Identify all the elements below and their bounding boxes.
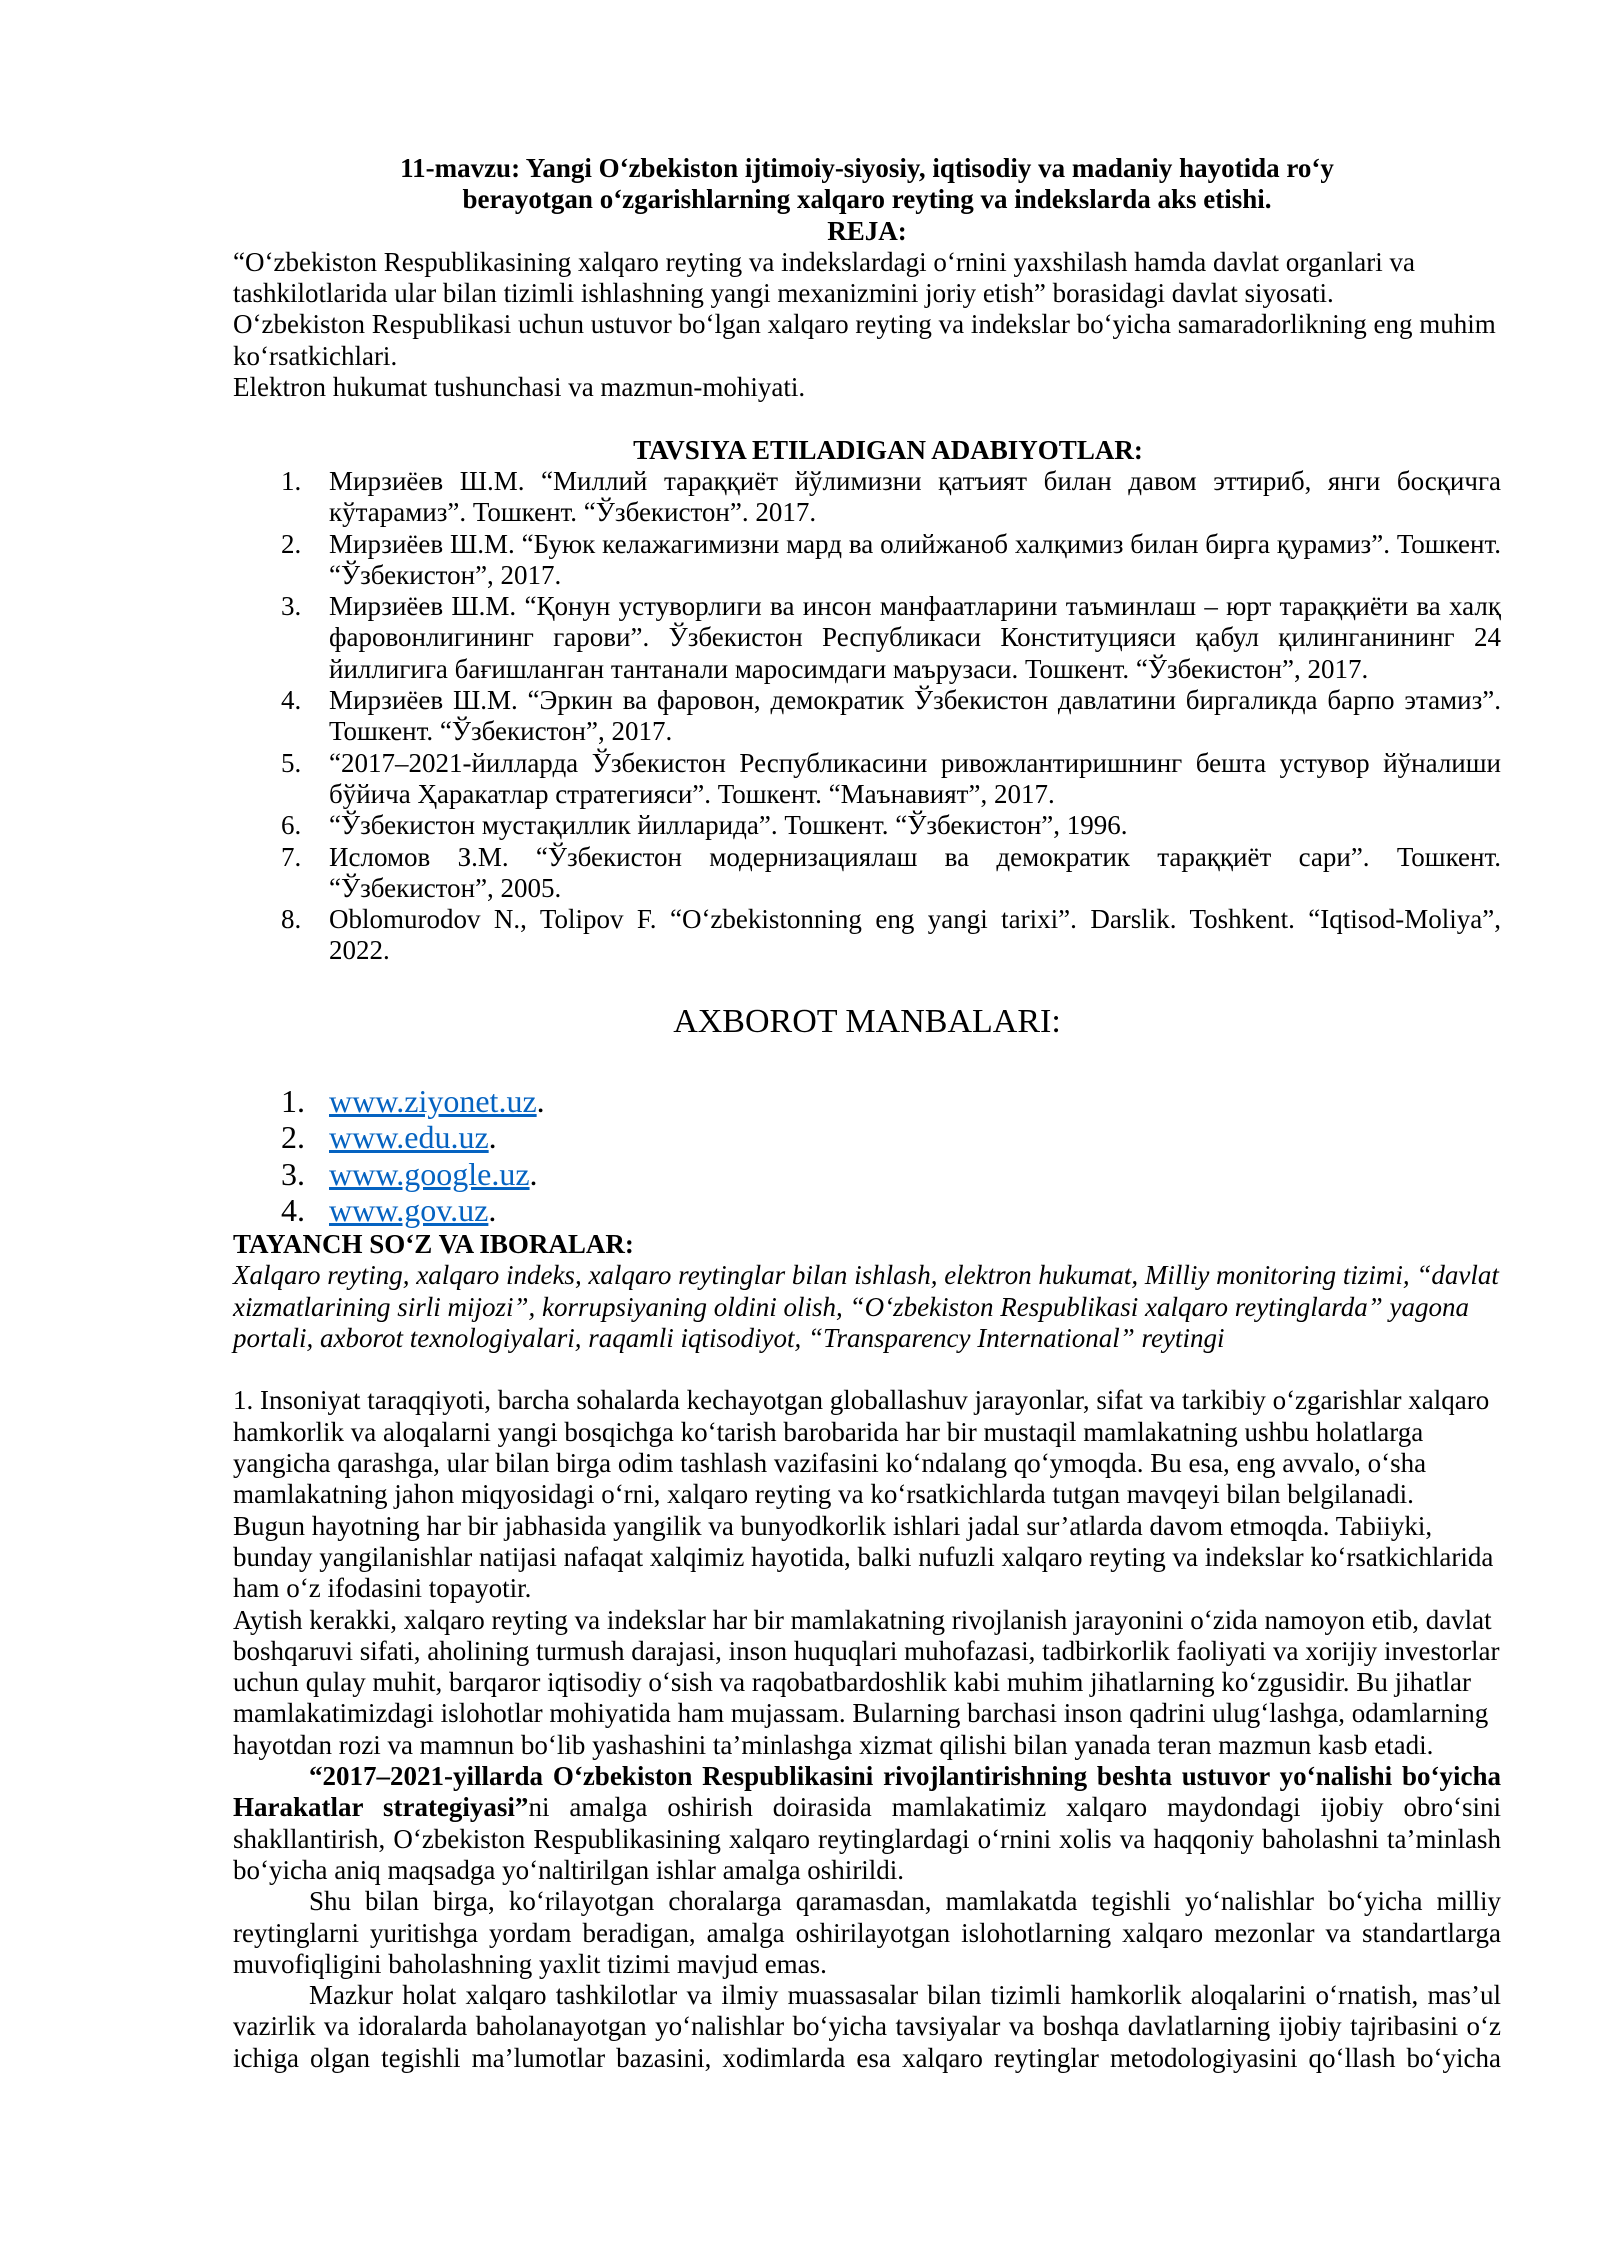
document-body-section: [233, 1229, 1501, 2074]
plan-item: O‘zbekiston Respublikasi uchun ustuvor bo‘lgan xalqaro reyting va indekslar bo‘yicha samaradorlikning eng muhim ko‘rsatkichlari.: [233, 309, 1496, 371]
source-item-suffix: .: [536, 1083, 545, 1119]
keywords-text: Xalqaro reyting, xalqaro indeks, xalqaro reytinglar bilan ishlash, elektron hukumat, Milliy monitoring tizimi, “davlat xizmatlarining sirli mijozi”, korrupsiyaning oldini olish, “O‘zbekiston Respublikasi xalqaro reytinglarda” yagona portali, axborot texnologiyalari, raqamli iqtisodiyot, “Transparency International” reytingi: [233, 1260, 1499, 1353]
literature-item-number: 2.: [281, 528, 302, 559]
source-item: [233, 1083, 1501, 1119]
literature-item-text: Oblomurodov N., Tolipov F. “O‘zbekistonning eng yangi tarixi”. Darslik. Toshkent. “Iqtisod-Moliya”, 2022.: [329, 904, 1501, 966]
source-item-suffix: .: [529, 1155, 538, 1192]
sources-heading: AXBOROT MANBALARI:: [673, 1003, 1061, 1040]
literature-item-number: 3.: [281, 591, 302, 622]
strategy-title: “2017–2021-yillarda O‘zbekiston Respublikasini rivojlantirishning beshta ustuvor yo‘nalishi bo‘yicha Harakatlar strategiyasi”: [233, 1761, 1501, 1823]
literature-item-number: 6.: [281, 810, 302, 841]
blank-line: [233, 1354, 1501, 1385]
literature-item-text: Мирзиёев Ш.М. “Буюк келажагимизни мард ва олийжаноб халқимиз билан бирга қурамиз”. Тошкент. “Ўзбекистон”, 2017.: [329, 528, 1501, 590]
body-paragraph: Mazkur holat xalqaro tashkilotlar va ilmiy muassasalar bilan tizimli hamkorlik aloqalarini o‘rnatish, mas’ul vazirlik va idoralarda baholanayotgan yo‘nalishlar bo‘yicha tavsiyalar va boshqa davlatlarning ijobiy tajribasini o‘z ichiga olgan tegishli ma’lumotlar bazasini, xodimlarda esa xalqaro reytinglar metodologiyasini qo‘llash bo‘yicha: [233, 1980, 1501, 2073]
source-item-suffix: .: [488, 1192, 497, 1229]
literature-item-text: Мирзиёев Ш.М. “Миллий тараққиёт йўлимизни қатъият билан давом эттириб, янги босқичга кўтарамиз”. Тошкент. “Ўзбекистон”. 2017.: [329, 465, 1501, 528]
literature-item-number: 1.: [281, 465, 302, 496]
body-paragraph: Aytish kerakki, xalqaro reyting va indekslar har bir mamlakatning rivojlanish jarayonini o‘zida namoyon etib, davlat boshqaruvi sifati, aholining turmush darajasi, inson huquqlari muhofazasi, tadbirkorlik faoliyati va xorijiy investorlar uchun qulay muhit, barqaror iqtisodiy o‘sish va raqobatbardoshlik kabi muhim jihatlarning ko‘zgusidir. Bu jihatlar mamlakatimizdagi islohotlar mohiyatida ham mujassam. Bularning barchasi inson qadrini ulug‘lashga, odamlarning hayotdan rozi va mamnun bo‘lib yashashini ta’minlashga xizmat qilishi bilan yanada teran mazmun kasb etadi.: [233, 1604, 1500, 1760]
literature-item-text: Мирзиёев Ш.М. “Қонун устуворлиги ва инсон манфаатларини таъминлаш – юрт тараққиёти ва халқ фаровонлигининг гарови”. Ўзбекистон Республикаси Конституцияси қабул қилинганининг 24 йиллигига бағишланган тантанали маросимдаги маърузаси. Тошкент. “Ўзбекистон”, 2017.: [329, 591, 1501, 684]
source-link-gov[interactable]: www.gov.uz: [329, 1192, 489, 1229]
literature-item-number: 5.: [281, 747, 302, 778]
source-link-ziyonet[interactable]: www.ziyonet.uz: [329, 1083, 537, 1119]
source-link-google[interactable]: www.google.uz: [329, 1155, 530, 1192]
literature-item: [233, 529, 1501, 592]
literature-item: [233, 810, 1501, 841]
document-title-line-2: berayotgan o‘zgarishlarning xalqaro reyting va indekslarda aks etishi.: [462, 184, 1272, 215]
source-item: [233, 1192, 1501, 1228]
body-paragraph: 1. Insoniyat taraqqiyoti, barcha sohalarda kechayotgan globallashuv jarayonlar, sifat va tarkibiy o‘zgarishlar xalqaro hamkorlik va aloqalarni yangi bosqichga ko‘tarish barobarida har bir mustaqil mamlakatning ushbu holatlarga yangicha qarashga, ular bilan birga odim tashlash vazifasini ko‘ndalang qo‘ymoqda. Bu esa, eng avvalo, o‘sha mamlakatning jahon miqyosidagi o‘rni, xalqaro reyting va ko‘rsatkichlarda tutgan mavqeyi bilan belgilanadi.: [233, 1385, 1490, 1510]
literature-item: [233, 748, 1501, 811]
literature-item-number: 4.: [281, 685, 302, 716]
source-item-number: 2.: [281, 1119, 305, 1156]
document-header-section: [233, 153, 1501, 967]
body-paragraph-strategy: [233, 1761, 1501, 1886]
literature-item-number: 8.: [281, 904, 302, 935]
literature-list: [233, 466, 1501, 967]
source-item: [233, 1156, 1501, 1192]
literature-item: [233, 685, 1501, 748]
literature-item: [233, 842, 1501, 905]
literature-item-text: “2017–2021-йилларда Ўзбекистон Республикасини ривожлантиришнинг бешта устувор йўналиши бўйича Ҳаракатлар стратегияси”. Тошкент. “Маънавият”, 2017.: [329, 747, 1501, 809]
sources-list: [233, 1083, 1501, 1229]
source-item-number: 3.: [281, 1155, 305, 1192]
source-item-suffix: .: [488, 1119, 497, 1156]
source-item-number: 4.: [281, 1192, 305, 1229]
strategy-text: ni amalga oshirish doirasida mamlakatimiz xalqaro maydondagi ijobiy obro‘sini shakllantirish, O‘zbekiston Respublikasining xalqaro reytinglardagi o‘rnini xolis va haqqoniy baholashni ta’minlash bo‘yicha aniq maqsadga yo‘naltirilgan ishlar amalga oshirildi.: [233, 1792, 1501, 1885]
literature-item-text: Мирзиёев Ш.М. “Эркин ва фаровон, демократик Ўзбекистон давлатини биргаликда барпо этамиз”. Тошкент. “Ўзбекистон”, 2017.: [329, 685, 1501, 747]
literature-item: [233, 904, 1501, 967]
literature-item-text: Исломов З.М. “Ўзбекистон модернизациялаш ва демократик тараққиёт сари”. Тошкент. “Ўзбекистон”, 2005.: [329, 841, 1501, 903]
body-paragraph: Shu bilan birga, ko‘rilayotgan choralarga qaramasdan, mamlakatda tegishli yo‘nalishlar bo‘yicha milliy reytinglarni yuritishga yordam beradigan, amalga oshirilayotgan islohotlarning xalqaro mezonlar va standartlarga muvofiqligini baholashning yaxlit tizimi mavjud emas.: [233, 1886, 1501, 1979]
literature-item: [233, 591, 1501, 685]
source-item: [233, 1119, 1501, 1155]
source-link-edu[interactable]: www.edu.uz: [329, 1119, 489, 1156]
plan-heading: REJA:: [827, 215, 907, 246]
literature-heading: TAVSIYA ETILADIGAN ADABIYOTLAR:: [633, 434, 1143, 465]
body-paragraph: Bugun hayotning har bir jabhasida yangilik va bunyodkorlik ishlari jadal sur’atlarda davom etmoqda. Tabiiyki, bunday yangilanishlar natijasi nafaqat xalqimiz hayotida, balki nufuzli xalqaro reyting va indekslar ko‘rsatkichlarida ham o‘z ifodasini topayotir.: [233, 1510, 1494, 1604]
source-item-number: 1.: [281, 1083, 305, 1119]
plan-item: Elektron hukumat tushunchasi va mazmun-mohiyati.: [233, 372, 806, 403]
keywords-heading: TAYANCH SO‘Z VA IBORALAR:: [233, 1229, 634, 1259]
plan-item: “O‘zbekiston Respublikasining xalqaro reyting va indekslardagi o‘rnini yaxshilash hamda davlat organlari va tashkilotlarida ular bilan tizimli ishlashning yangi mexanizmini joriy etish” borasidagi davlat siyosati.: [233, 246, 1415, 309]
literature-item-number: 7.: [281, 841, 302, 872]
document-title-line-1: 11-mavzu: Yangi O‘zbekiston ijtimoiy-siyosiy, iqtisodiy va madaniy hayotida ro‘y: [400, 153, 1334, 183]
literature-item-text: “Ўзбекистон мустақиллик йилларида”. Тошкент. “Ўзбекистон”, 1996.: [329, 810, 1128, 841]
literature-item: [233, 466, 1501, 529]
